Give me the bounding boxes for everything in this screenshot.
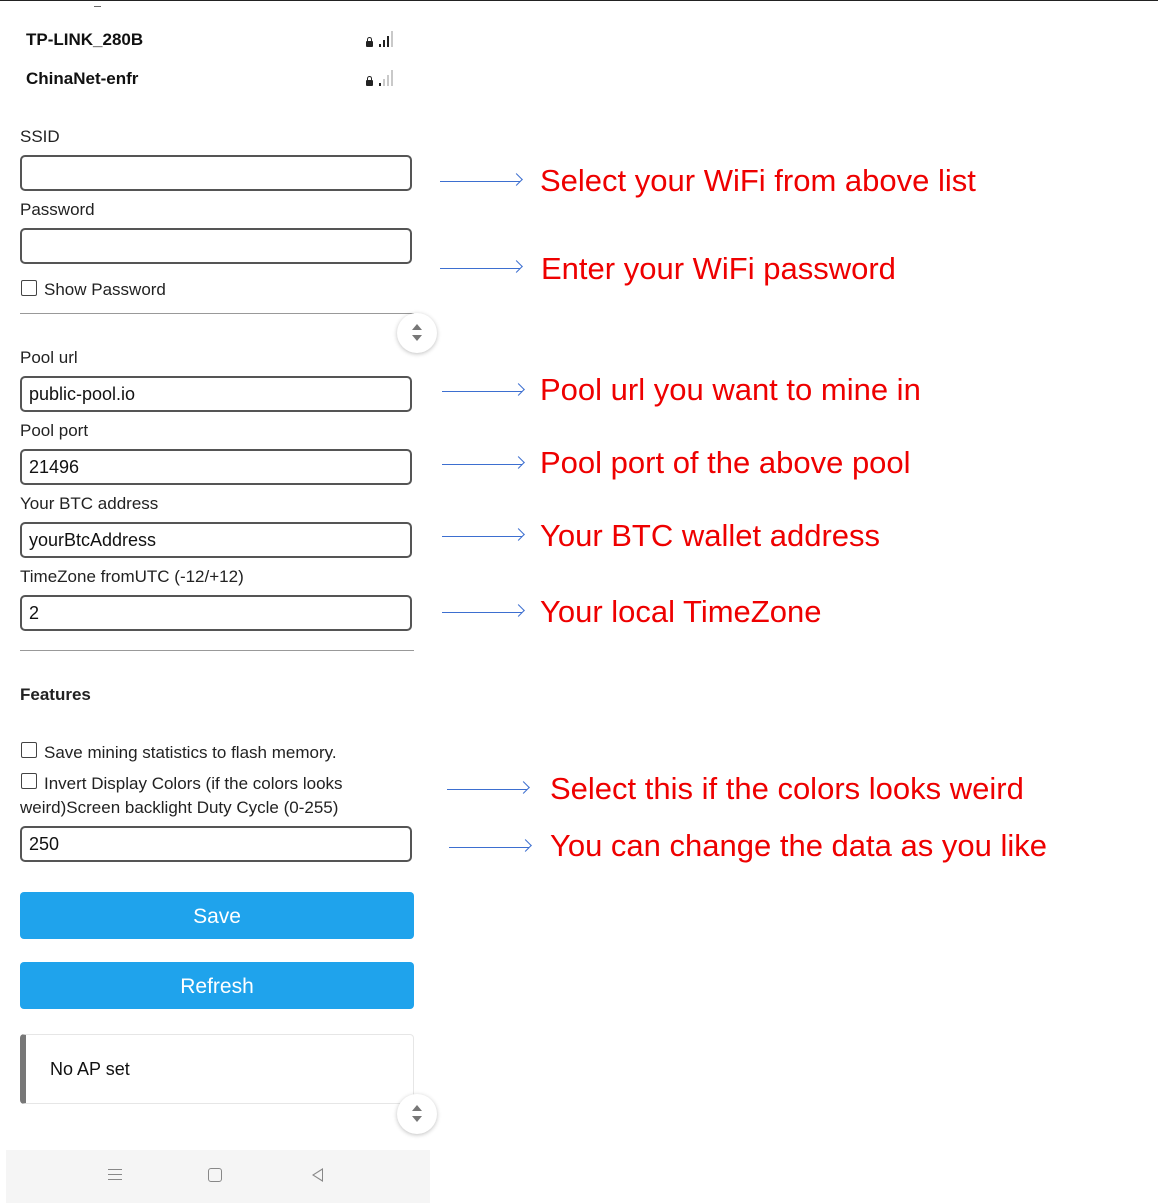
btc-address-input[interactable] [20, 522, 412, 558]
annotation-backlight: You can change the data as you like [550, 828, 1047, 863]
wifi-name: ChinaNet-enfr [26, 69, 139, 88]
chevron-down-icon [412, 335, 422, 341]
annotation-invert-colors: Select this if the colors looks weird [550, 771, 1024, 806]
wifi-item-chinanet[interactable] [26, 69, 410, 93]
home-icon[interactable] [208, 1168, 222, 1182]
timezone-input[interactable] [20, 595, 412, 631]
scroll-button[interactable] [397, 313, 437, 353]
annotation-timezone: Your local TimeZone [540, 594, 822, 629]
signal-icon [379, 70, 393, 86]
wifi-name: TP-LINK_280B [26, 30, 144, 49]
chevron-up-icon [412, 324, 422, 330]
features-heading: Features [20, 685, 91, 704]
pool-port-label: Pool port [20, 421, 89, 440]
annotation-ssid: Select your WiFi from above list [540, 163, 976, 198]
invert-colors-label: Invert Display Colors (if the colors looks [44, 774, 343, 793]
arrow-icon [440, 175, 522, 187]
arrow-icon [442, 606, 524, 618]
pool-url-input[interactable] [20, 376, 412, 412]
arrow-icon [449, 841, 531, 853]
arrow-icon [442, 458, 524, 470]
signal-icon [379, 31, 393, 47]
ssid-label: SSID [20, 127, 60, 146]
show-password-label: Show Password [44, 280, 166, 299]
arrow-icon [442, 385, 524, 397]
arrow-icon [447, 783, 529, 795]
chevron-down-icon [412, 1116, 422, 1122]
lock-icon [366, 80, 373, 86]
arrow-icon [440, 262, 522, 274]
backlight-input[interactable] [20, 826, 412, 862]
wifi-list [0, 0, 430, 100]
back-icon[interactable] [312, 1168, 323, 1182]
annotation-pool-port: Pool port of the above pool [540, 445, 911, 480]
wifi-item-tp-link[interactable] [26, 30, 410, 54]
status-message-box [20, 1034, 414, 1104]
annotation-password: Enter your WiFi password [541, 251, 896, 286]
backlight-label: weird)Screen backlight Duty Cycle (0-255) [20, 798, 339, 817]
pool-port-input[interactable] [20, 449, 412, 485]
invert-colors-checkbox[interactable] [21, 773, 37, 789]
save-stats-label: Save mining statistics to flash memory. [44, 743, 337, 762]
lock-icon [366, 41, 373, 47]
arrow-icon [442, 530, 524, 542]
annotation-btc-address: Your BTC wallet address [540, 518, 881, 553]
divider [20, 650, 414, 651]
show-password-checkbox[interactable] [21, 280, 37, 296]
password-input[interactable] [20, 228, 412, 264]
save-stats-checkbox[interactable] [21, 742, 37, 758]
navigation-bar [6, 1150, 430, 1203]
scroll-button[interactable] [397, 1094, 437, 1134]
refresh-button[interactable]: Refresh [20, 962, 414, 1009]
chevron-up-icon [412, 1105, 422, 1111]
status-message: No AP set [50, 1059, 130, 1079]
divider [20, 313, 414, 314]
ssid-input[interactable] [20, 155, 412, 191]
timezone-label: TimeZone fromUTC (-12/+12) [20, 567, 244, 586]
password-label: Password [20, 200, 95, 219]
menu-icon[interactable] [108, 1169, 122, 1184]
annotation-pool-url: Pool url you want to mine in [540, 372, 921, 407]
btc-address-label: Your BTC address [20, 494, 159, 513]
pool-url-label: Pool url [20, 348, 78, 367]
save-button[interactable]: Save [20, 892, 414, 939]
